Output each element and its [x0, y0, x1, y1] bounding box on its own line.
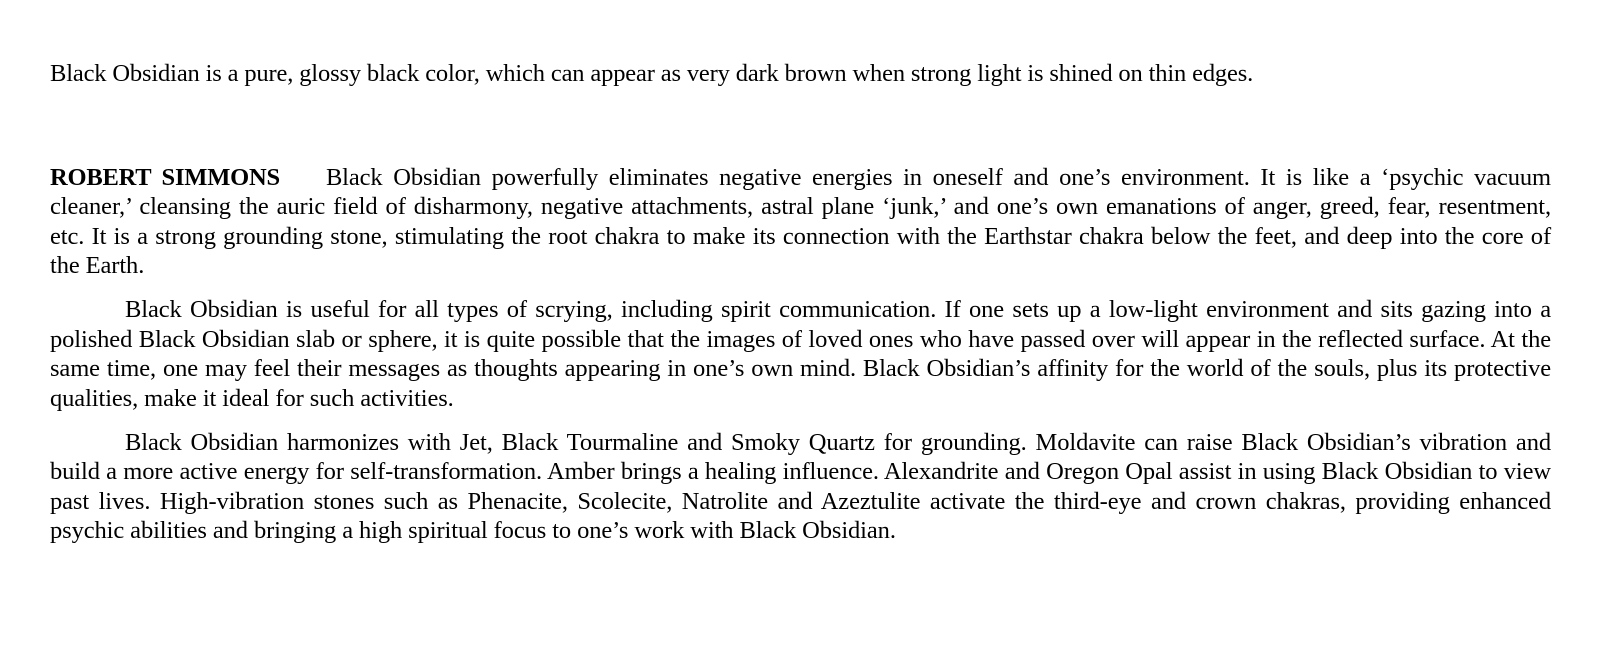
- intro-paragraph: Black Obsidian is a pure, glossy black color, which can appear as very dark brown when strong light is shined on thin edges.: [50, 60, 1254, 87]
- author-name: ROBERT SIMMONS: [50, 163, 280, 191]
- paragraph-1-text: Black Obsidian powerfully eliminates negative energies in oneself and one’s environment. It is like a ‘psychic vacuum cleaner,’ cleansing the auric field of disharmony, negative attachments, astral plane ‘junk,’ and one’s own emanations of anger, greed, fear, resentment, etc. It is a strong grounding stone, stimulating the root chakra to make its connection with the Earthstar chakra below the feet, and deep into the core of the Earth.: [50, 163, 1551, 279]
- section-paragraph-2: Black Obsidian is useful for all types of scrying, including spirit communication. If one sets up a low-light environment and sits gazing into a polished Black Obsidian slab or sphere, it is quite possible that the images of loved ones who have passed over will appear in the reflected surface. At the same time, one may feel their messages as thoughts appearing in one’s own mind. Black Obsidian’s affinity for the world of the souls, plus its protective qualities, make it ideal for such activities.: [50, 296, 1551, 412]
- author-section: [50, 163, 1551, 546]
- section-paragraph-3: Black Obsidian harmonizes with Jet, Black Tourmaline and Smoky Quartz for grounding. Moldavite can raise Black Obsidian’s vibration and build a more active energy for self-transformation. Amber brings a healing influence. Alexandrite and Oregon Opal assist in using Black Obsidian to view past lives. High-vibration stones such as Phenacite, Scolecite, Natrolite and Azeztulite activate the third-eye and crown chakras, providing enhanced psychic abilities and bringing a high spiritual focus to one’s work with Black Obsidian.: [50, 428, 1551, 544]
- section-paragraph-1: [50, 163, 1551, 281]
- document-page: [50, 59, 1551, 560]
